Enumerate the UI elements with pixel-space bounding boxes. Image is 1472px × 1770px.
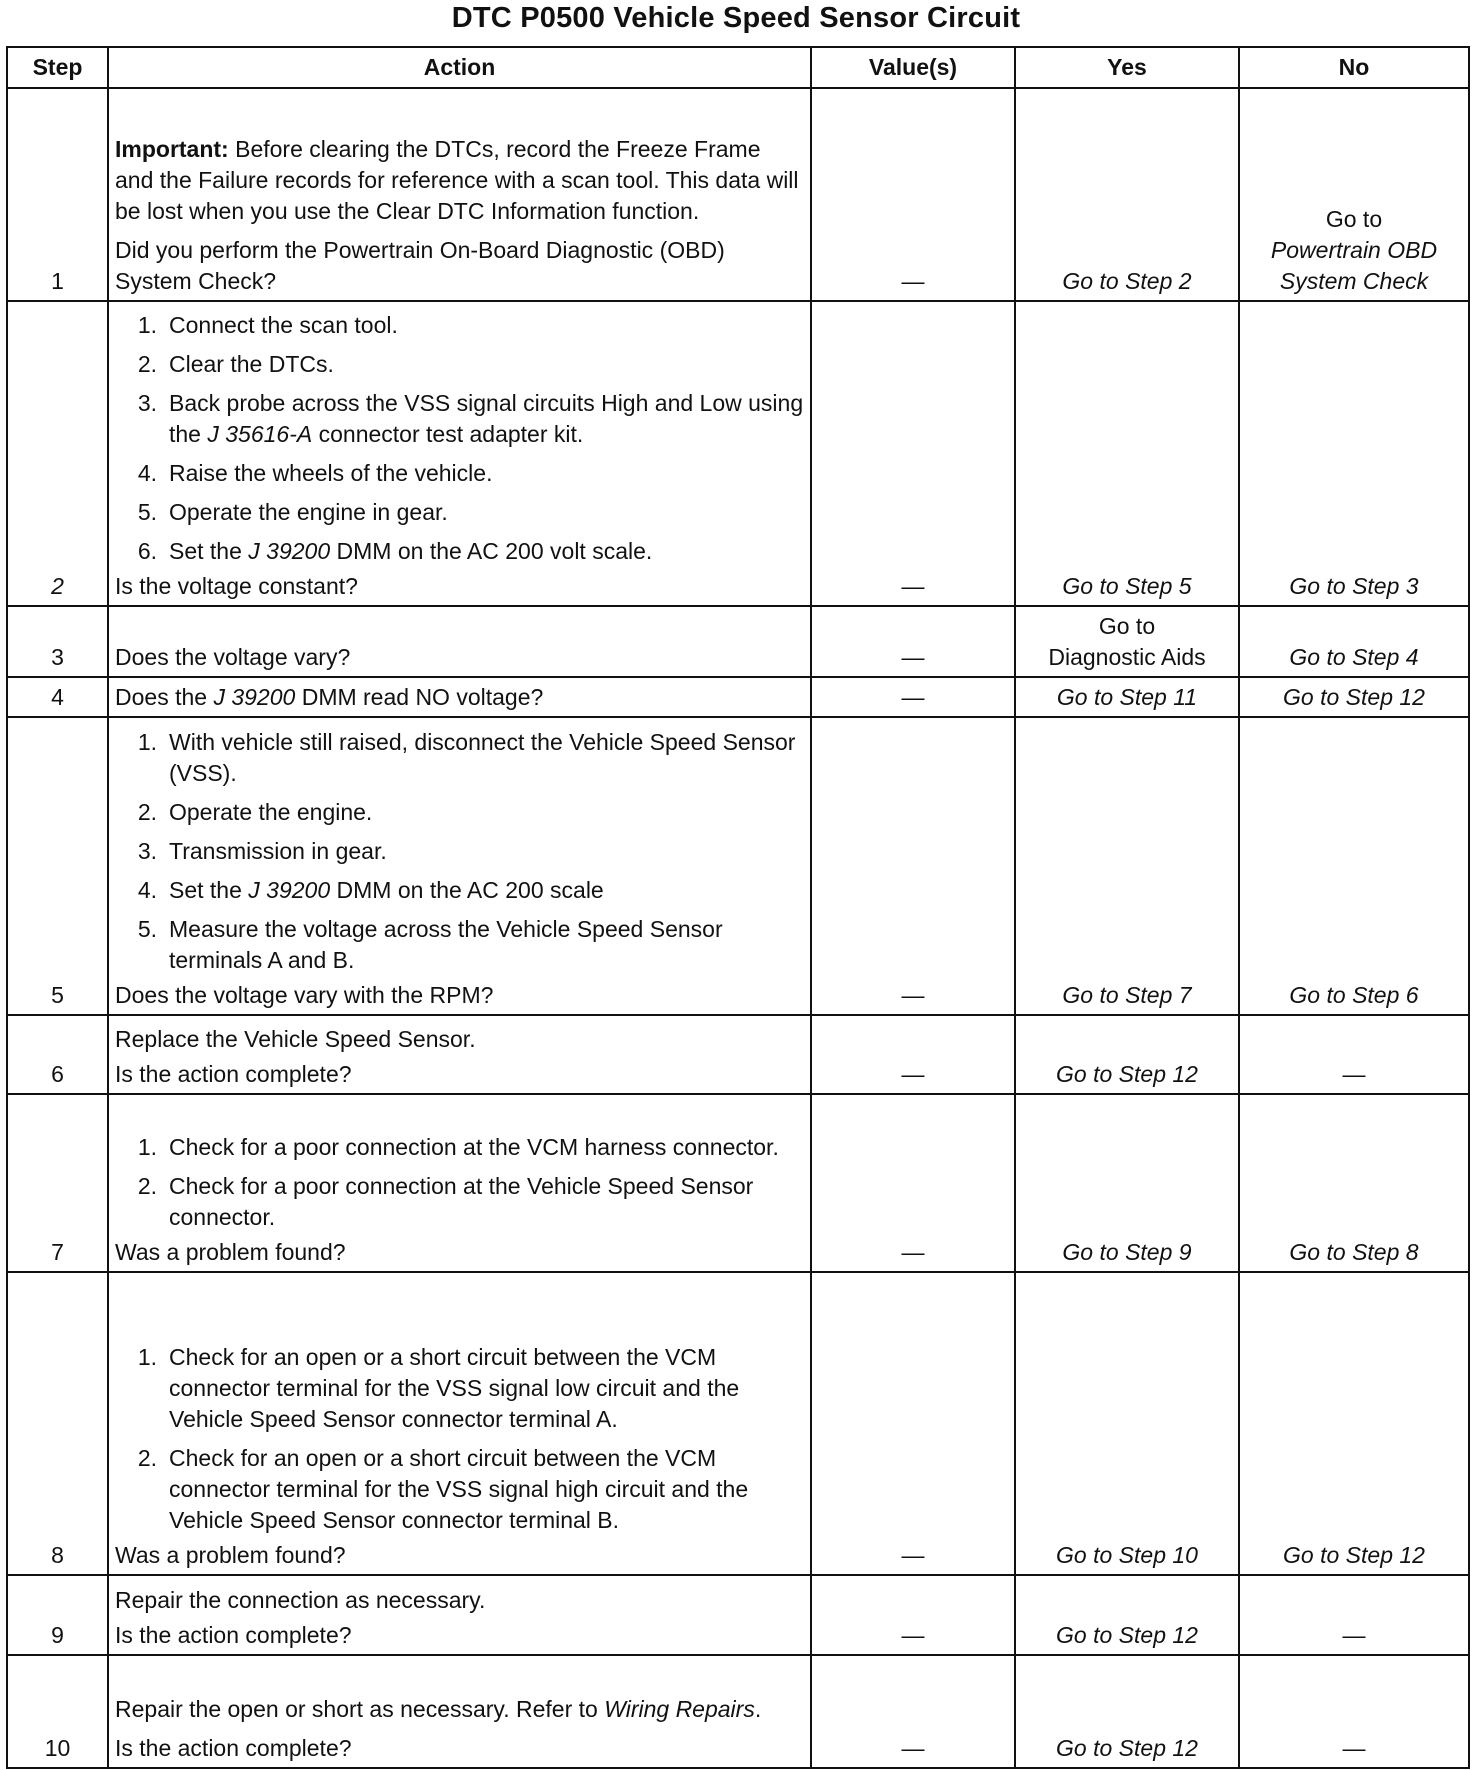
no-cell: — (1239, 1655, 1469, 1768)
value-cell: — (811, 1015, 1015, 1094)
list-item (115, 1171, 804, 1233)
list-item (115, 914, 804, 976)
item-text: Measure the voltage across the Vehicle Speed Sensor terminals A and B. (169, 916, 723, 973)
action-question: Was a problem found? (115, 1239, 346, 1265)
action-cell (108, 1015, 811, 1094)
yes-cell: Go to Step 12 (1015, 1575, 1239, 1655)
value-cell: — (811, 717, 1015, 1015)
step-number: 6 (7, 1015, 108, 1094)
list-item (115, 497, 804, 528)
table-row (7, 606, 1469, 677)
item-number: 2. (137, 1173, 157, 1199)
action-cell (108, 88, 811, 301)
list-item (115, 875, 804, 906)
yes-cell: Go to Step 7 (1015, 717, 1239, 1015)
action-question: Is the action complete? (115, 1735, 352, 1761)
action-question: Did you perform the Powertrain On-Board Diagnostic (OBD) System Check? (115, 237, 725, 294)
header-step: Step (7, 47, 108, 88)
tool-name: J 39200 (213, 684, 296, 710)
value-cell: — (811, 677, 1015, 717)
no-cell: Go to Step 12 (1239, 677, 1469, 717)
table-row (7, 1272, 1469, 1575)
item-number: 1. (137, 729, 157, 755)
table-row (7, 1015, 1469, 1094)
yes-cell: Go to Step 9 (1015, 1094, 1239, 1272)
item-number: 4. (137, 877, 157, 903)
table-row (7, 301, 1469, 606)
item-text: Check for an open or a short circuit between the VCM connector terminal for the VSS signal low circuit and the Vehicle Speed Sensor connector terminal A. (169, 1344, 740, 1432)
action-cell (108, 301, 811, 606)
action-list (115, 1132, 804, 1233)
item-text (169, 388, 804, 450)
important-label: Important: (115, 136, 229, 162)
table-row (7, 1575, 1469, 1655)
table-row (7, 677, 1469, 717)
action-question: Is the action complete? (115, 1622, 352, 1648)
header-yes: Yes (1015, 47, 1239, 88)
action-cell (108, 717, 811, 1015)
action-cell (108, 1655, 811, 1768)
value-cell: — (811, 606, 1015, 677)
header-action: Action (108, 47, 811, 88)
action-list (115, 310, 804, 567)
item-text: Check for a poor connection at the VCM harness connector. (169, 1134, 779, 1160)
no-cell: Go to Step 6 (1239, 717, 1469, 1015)
action-cell (108, 677, 811, 717)
important-text: Before clearing the DTCs, record the Freeze Frame and the Failure records for reference with a scan tool. This data will be lost when you use the Clear DTC Information function. (115, 136, 799, 224)
step-number: 5 (7, 717, 108, 1015)
item-number: 3. (137, 390, 157, 416)
item-text: Raise the wheels of the vehicle. (169, 460, 493, 486)
list-item (115, 388, 804, 450)
list-item (115, 458, 804, 489)
item-text-b: connector test adapter kit. (312, 421, 584, 447)
list-item (115, 1342, 804, 1435)
step-number: 10 (7, 1655, 108, 1768)
no-cell: Go to Step 12 (1239, 1272, 1469, 1575)
tool-name: J 39200 (248, 877, 331, 903)
no-cell: Go to Step 8 (1239, 1094, 1469, 1272)
yes-cell: Go to Step 2 (1015, 88, 1239, 301)
action-cell (108, 1094, 811, 1272)
list-item (115, 797, 804, 828)
value-cell: — (811, 1272, 1015, 1575)
item-number: 1. (137, 1344, 157, 1370)
action-text: Repair the connection as necessary. (115, 1587, 486, 1613)
item-text-a: Back probe across the VSS signal circuits High and Low using the (169, 390, 804, 447)
yes-cell: Go to Step 12 (1015, 1015, 1239, 1094)
item-number: 2. (137, 1445, 157, 1471)
item-text: Clear the DTCs. (169, 351, 334, 377)
yes-cell (1015, 606, 1239, 677)
value-cell: — (811, 1575, 1015, 1655)
item-number: 1. (137, 1134, 157, 1160)
diagnostic-table (6, 46, 1470, 1769)
header-row (7, 47, 1469, 88)
header-values: Value(s) (811, 47, 1015, 88)
action-text (115, 1694, 804, 1725)
action-list (115, 1342, 804, 1536)
item-number: 2. (137, 351, 157, 377)
question-a: Does the (115, 684, 214, 710)
action-question: Was a problem found? (115, 1542, 346, 1568)
action-text-b: . (754, 1696, 762, 1722)
step-number: 7 (7, 1094, 108, 1272)
question-b: DMM read NO voltage? (295, 684, 544, 710)
page-title: DTC P0500 Vehicle Speed Sensor Circuit (451, 2, 1021, 34)
step-number: 8 (7, 1272, 108, 1575)
important-note (115, 134, 804, 227)
yes-cell: Go to Step 12 (1015, 1655, 1239, 1768)
step-number: 2 (7, 301, 108, 606)
tool-name: J 39200 (248, 538, 331, 564)
step-number: 1 (7, 88, 108, 301)
no-cell: — (1239, 1015, 1469, 1094)
item-text: Operate the engine in gear. (169, 499, 448, 525)
item-number: 5. (137, 499, 157, 525)
value-cell: — (811, 88, 1015, 301)
item-text (169, 875, 804, 906)
list-item (115, 349, 804, 380)
list-item (115, 727, 804, 789)
item-text: Transmission in gear. (169, 838, 387, 864)
item-text-a: Set the (169, 877, 249, 903)
item-text: Connect the scan tool. (169, 312, 398, 338)
table-row (7, 1094, 1469, 1272)
value-cell: — (811, 1655, 1015, 1768)
value-cell: — (811, 301, 1015, 606)
item-number: 3. (137, 838, 157, 864)
action-question: Is the action complete? (115, 1061, 352, 1087)
item-text: Check for an open or a short circuit between the VCM connector terminal for the VSS signal high circuit and the Vehicle Speed Sensor connector terminal B. (169, 1445, 749, 1533)
table-row (7, 1655, 1469, 1768)
yes-link[interactable]: Diagnostic Aids (1048, 644, 1206, 670)
tool-name: J 35616-A (207, 421, 313, 447)
item-text-a: Set the (169, 538, 249, 564)
no-cell: — (1239, 1575, 1469, 1655)
item-text-b: DMM on the AC 200 volt scale. (330, 538, 653, 564)
item-number: 6. (137, 538, 157, 564)
item-text (169, 536, 804, 567)
action-cell: Does the voltage vary? (108, 606, 811, 677)
step-number: 3 (7, 606, 108, 677)
action-cell (108, 1272, 811, 1575)
list-item (115, 836, 804, 867)
table-row (7, 717, 1469, 1015)
no-prefix: Go to (1325, 206, 1383, 232)
item-text-b: DMM on the AC 200 scale (330, 877, 604, 903)
item-number: 1. (137, 312, 157, 338)
item-text: Operate the engine. (169, 799, 373, 825)
header-no: No (1239, 47, 1469, 88)
no-cell (1239, 88, 1469, 301)
step-number: 9 (7, 1575, 108, 1655)
item-text: With vehicle still raised, disconnect the Vehicle Speed Sensor (VSS). (169, 729, 796, 786)
action-question: Is the voltage constant? (115, 573, 358, 599)
action-text: Replace the Vehicle Speed Sensor. (115, 1026, 476, 1052)
no-cell: Go to Step 3 (1239, 301, 1469, 606)
yes-prefix: Go to (1098, 613, 1156, 639)
list-item (115, 536, 804, 567)
action-cell (108, 1575, 811, 1655)
item-number: 4. (137, 460, 157, 486)
yes-cell: Go to Step 11 (1015, 677, 1239, 717)
no-cell: Go to Step 4 (1239, 606, 1469, 677)
item-number: 5. (137, 916, 157, 942)
item-number: 2. (137, 799, 157, 825)
no-link[interactable]: Powertrain OBD System Check (1270, 237, 1438, 294)
list-item (115, 310, 804, 341)
yes-cell: Go to Step 5 (1015, 301, 1239, 606)
list-item (115, 1132, 804, 1163)
action-text-a: Repair the open or short as necessary. Refer to (115, 1696, 605, 1722)
step-number: 4 (7, 677, 108, 717)
value-cell: — (811, 1094, 1015, 1272)
item-text: Check for a poor connection at the Vehicle Speed Sensor connector. (169, 1173, 754, 1230)
reference-link[interactable]: Wiring Repairs (604, 1696, 755, 1722)
table-row (7, 88, 1469, 301)
list-item (115, 1443, 804, 1536)
action-question: Does the voltage vary with the RPM? (115, 982, 494, 1008)
yes-cell: Go to Step 10 (1015, 1272, 1239, 1575)
action-list (115, 727, 804, 976)
